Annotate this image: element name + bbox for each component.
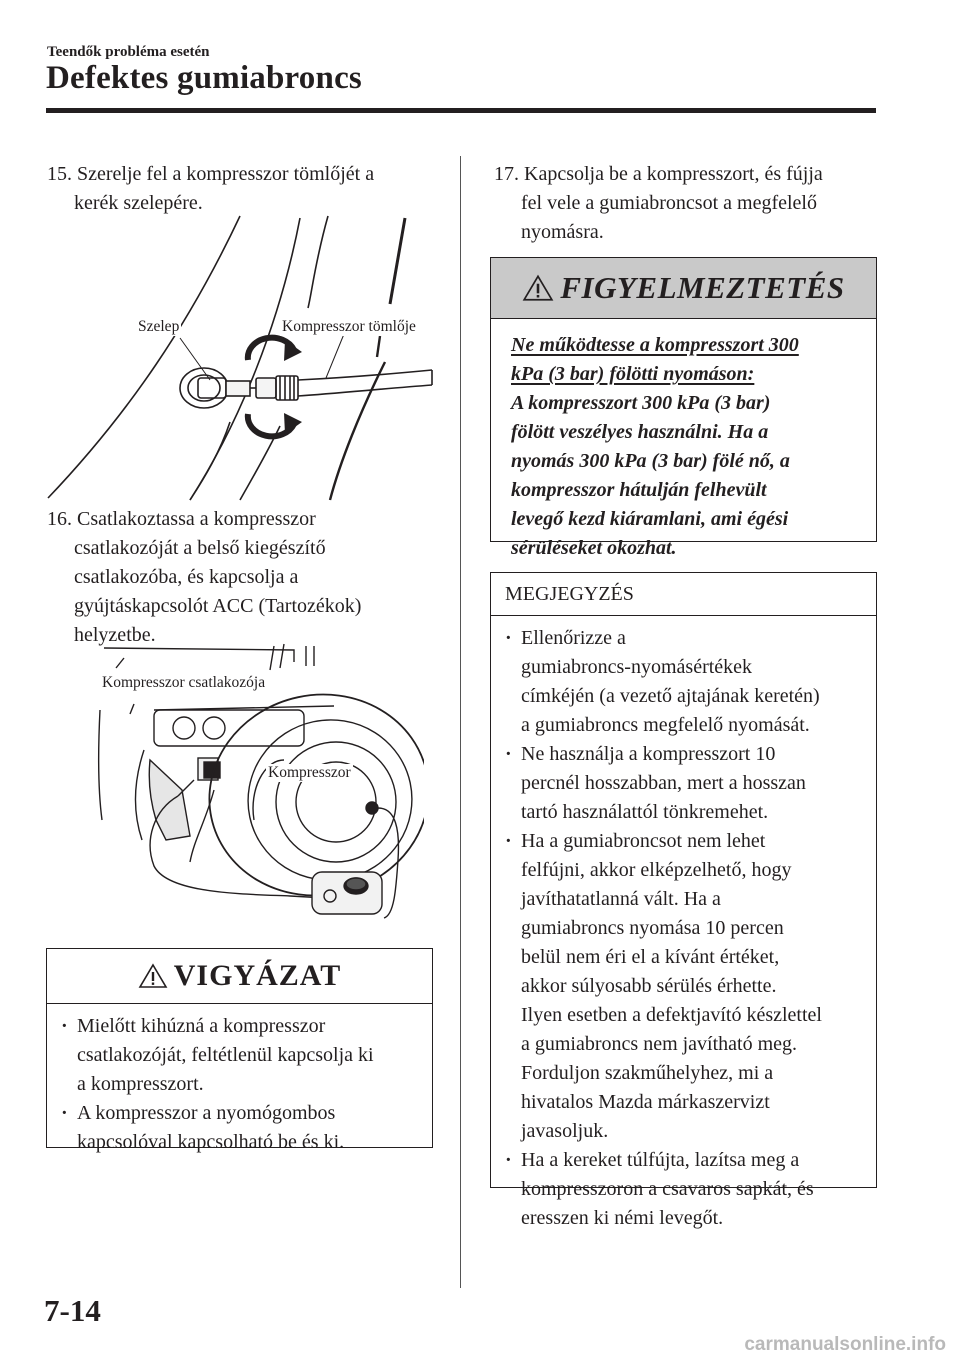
list-text: javíthatatlanná vált. Ha a bbox=[521, 888, 721, 910]
step-text: nyomásra. bbox=[521, 221, 604, 243]
list-text: · Ha a gumiabroncsot nem lehet bbox=[521, 830, 766, 852]
watermark-text: carmanualsonline.info bbox=[744, 1334, 946, 1355]
list-text: csatlakozóját, feltétlenül kapcsolja ki bbox=[77, 1044, 374, 1066]
step-number: 15. bbox=[47, 163, 72, 185]
list-text: akkor súlyosabb sérülés érhette. bbox=[521, 975, 777, 997]
step-text: csatlakozóját a belső kiegészítő bbox=[74, 537, 326, 559]
list-text: · Mielőtt kihúzná a kompresszor bbox=[77, 1015, 326, 1037]
warning-heading-line: kPa (3 bar) fölötti nyomáson: bbox=[511, 363, 755, 385]
warning-title: FIGYELMEZTETÉS bbox=[560, 270, 845, 305]
list-text: hivatalos Mazda márkaszervizt bbox=[521, 1091, 770, 1113]
step-number: 16. bbox=[47, 508, 72, 530]
step-text: kerék szelepére. bbox=[74, 192, 203, 214]
list-item bbox=[47, 1099, 432, 1157]
page-number: 7-14 bbox=[44, 1293, 101, 1328]
title-rule bbox=[46, 108, 876, 113]
caution-header bbox=[47, 949, 432, 1004]
note-box bbox=[490, 572, 877, 1229]
list-item bbox=[491, 827, 876, 1146]
list-text: gumiabroncs nyomása 10 percen bbox=[521, 917, 784, 939]
list-text: Forduljon szakműhelyhez, mi a bbox=[521, 1062, 774, 1084]
valve-hose-illustration bbox=[40, 212, 460, 504]
list-text: a kompresszort. bbox=[77, 1073, 204, 1095]
list-text: percnél hosszabban, mert a hosszan bbox=[521, 772, 806, 794]
warning-line: A kompresszort 300 kPa (3 bar) bbox=[511, 392, 771, 414]
list-text: kapcsolóval kapcsolható be és ki. bbox=[77, 1131, 345, 1153]
step-text: csatlakozóba, és kapcsolja a bbox=[74, 566, 299, 588]
warning-triangle-icon bbox=[522, 274, 554, 302]
plug-label: Kompresszor csatlakozója bbox=[102, 674, 266, 691]
valve-label: Szelep bbox=[138, 318, 180, 335]
list-text: a gumiabroncs nem javítható meg. bbox=[521, 1033, 798, 1055]
step-text: fel vele a gumiabroncsot a megfelelő bbox=[521, 192, 817, 214]
compressor-label: Kompresszor bbox=[268, 764, 351, 781]
caution-title: VIGYÁZAT bbox=[173, 959, 342, 992]
list-text: belül nem éri el a kívánt értéket, bbox=[521, 946, 780, 968]
warning-line: levegő kezd kiáramlani, ami égési bbox=[511, 508, 789, 530]
list-item bbox=[491, 624, 876, 740]
step-text: gyújtáskapcsolót ACC (Tartozékok) bbox=[74, 595, 362, 617]
list-item bbox=[491, 740, 876, 827]
list-text: · Ellenőrizze a bbox=[521, 627, 626, 649]
list-text: címkéjén (a vezető ajtajának keretén) bbox=[521, 685, 820, 707]
section-label: Teendők probléma esetén bbox=[47, 44, 210, 60]
warning-line: nyomás 300 kPa (3 bar) fölé nő, a bbox=[511, 450, 790, 472]
list-text: · Ne használja a kompresszort 10 bbox=[521, 743, 776, 765]
warning-box bbox=[490, 257, 877, 559]
page-title: Defektes gumiabroncs bbox=[46, 60, 362, 96]
list-text: a gumiabroncs megfelelő nyomását. bbox=[521, 714, 810, 736]
note-list bbox=[491, 616, 876, 1233]
list-text: javasoljuk. bbox=[521, 1120, 609, 1142]
hose-label: Kompresszor tömlője bbox=[282, 318, 416, 335]
step-16 bbox=[47, 505, 457, 650]
warning-line: kompresszor hátulján felhevült bbox=[511, 479, 767, 501]
list-text: felfújni, akkor elképzelhető, hogy bbox=[521, 859, 792, 881]
step-text: helyzetbe. bbox=[74, 624, 156, 646]
caution-list bbox=[47, 1004, 432, 1157]
step-text: Szerelje fel a kompresszor tömlőjét a bbox=[77, 163, 375, 185]
warning-line: sérüléseket okozhat. bbox=[511, 537, 677, 559]
list-text: Ilyen esetben a defektjavító készlettel bbox=[521, 1004, 822, 1026]
warning-triangle-icon bbox=[138, 963, 168, 989]
step-number: 17. bbox=[494, 163, 519, 185]
list-text: gumiabroncs-nyomásértékek bbox=[521, 656, 753, 678]
list-item bbox=[47, 1012, 432, 1099]
step-15 bbox=[47, 160, 457, 218]
warning-text bbox=[491, 319, 876, 563]
list-text: · A kompresszor a nyomógombos bbox=[77, 1102, 336, 1124]
list-text: · Ha a kereket túlfújta, lazítsa meg a bbox=[521, 1149, 800, 1171]
list-text: eresszen ki némi levegőt. bbox=[521, 1207, 724, 1229]
warning-line: fölött veszélyes használni. Ha a bbox=[511, 421, 769, 443]
warning-header bbox=[491, 258, 876, 319]
column-divider bbox=[460, 156, 461, 1288]
step-17 bbox=[494, 160, 879, 247]
step-text: Csatlakoztassa a kompresszor bbox=[77, 508, 316, 530]
note-title: MEGJEGYZÉS bbox=[491, 573, 876, 616]
warning-heading-line: Ne működtesse a kompresszort 300 bbox=[511, 334, 799, 356]
list-text: kompresszoron a csavaros sapkát, és bbox=[521, 1178, 814, 1200]
list-item bbox=[491, 1146, 876, 1233]
caution-box bbox=[46, 948, 433, 1153]
list-text: tartó használattól tönkremehet. bbox=[521, 801, 769, 823]
step-text: Kapcsolja be a kompresszort, és fújja bbox=[524, 163, 823, 185]
